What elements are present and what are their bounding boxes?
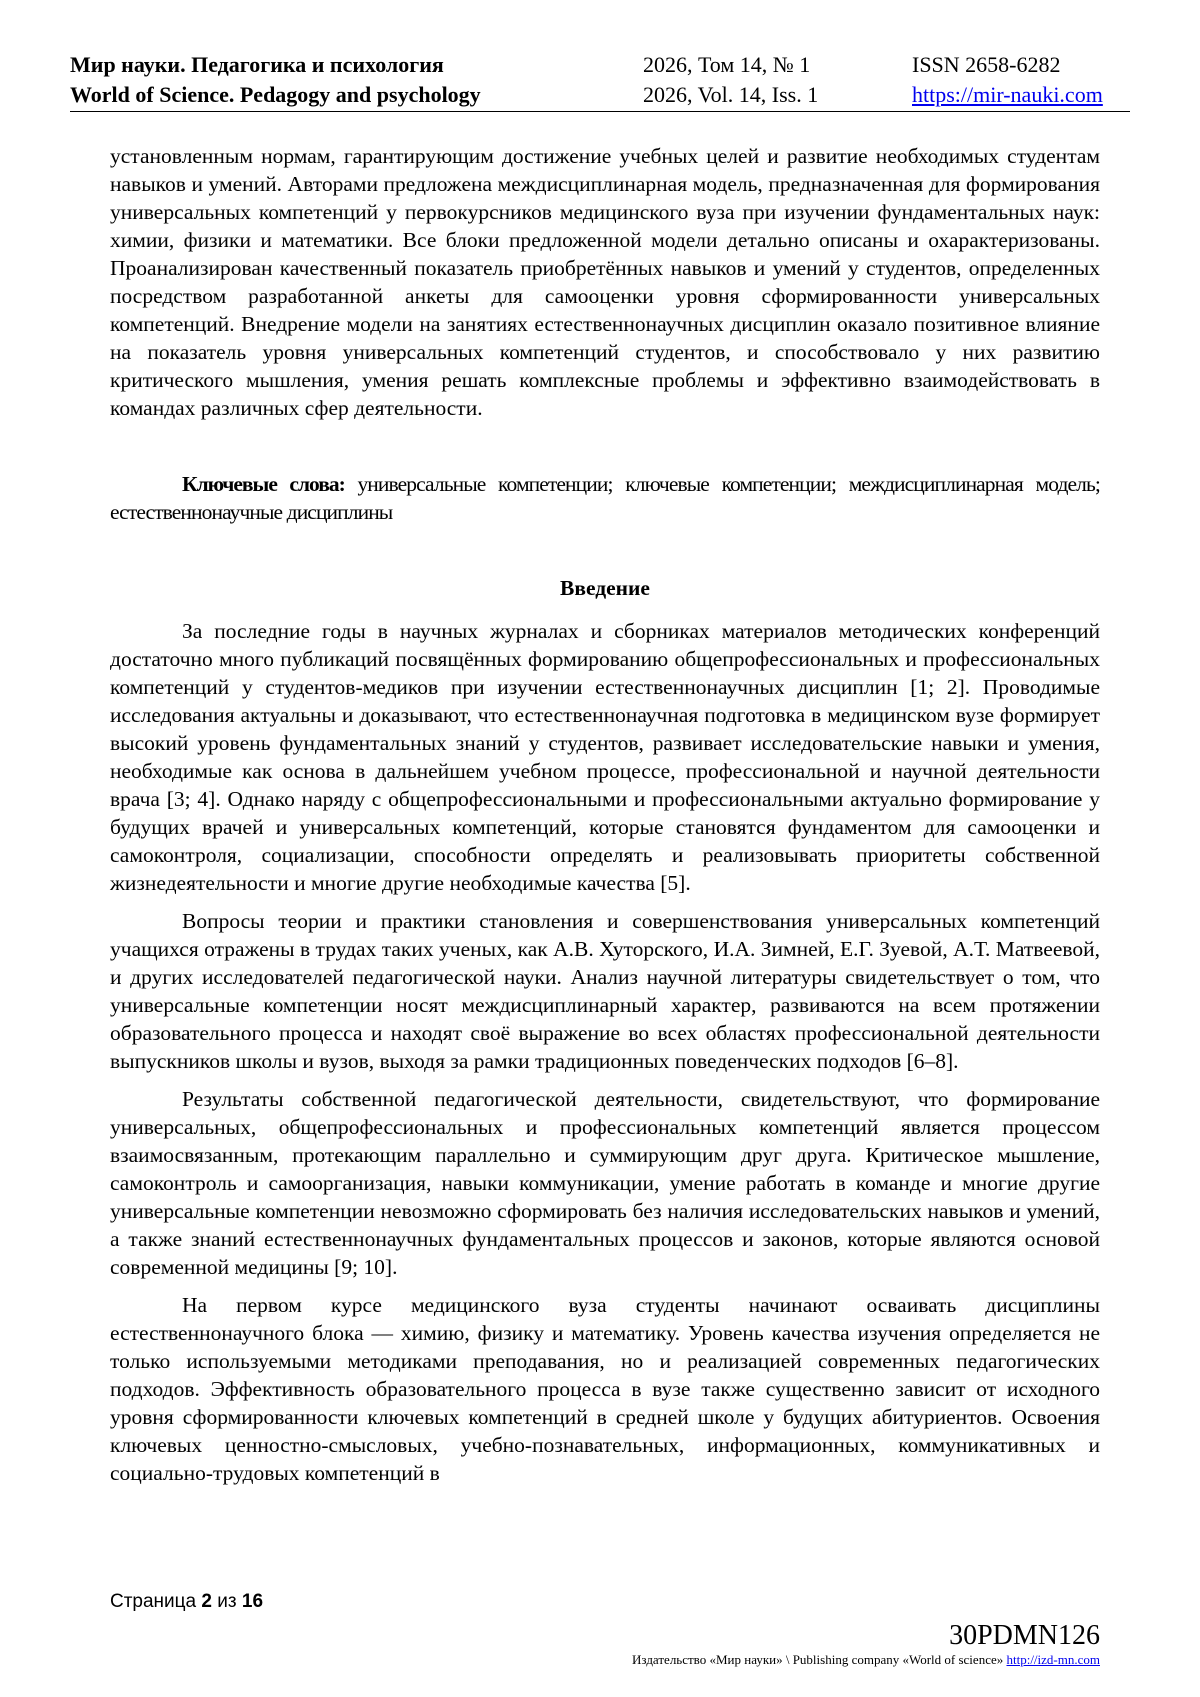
section-title: Введение: [560, 576, 650, 600]
publisher-line: [632, 1652, 1100, 1668]
abstract-paragraph: установленным нормам, гарантирующим достижение учебных целей и развитие необходимых студентам навыков и умений. Авторами предложена междисциплинарная модель, предназначенная для формирования универсальных компетенций у первокурсников медицинского вуза при изучении фундаментальных наук: химии, физики и математики. Все блоки предложенной модели детально описаны и охарактеризованы. Проанализирован качественный показатель приобретённых навыков и умений у студентов, определенных посредством разработанной анкеты для самооценки уровня сформированности универсальных компетенций. Внедрение модели на занятиях естественнонаучных дисциплин оказало позитивное влияние на показатель уровня универсальных компетенций студентов, и способствовало у них развитию критического мышления, умения решать комплексные проблемы и эффективно взаимодействовать в командах различных сфер деятельности.: [110, 144, 1100, 420]
journal-title-ru: Мир науки. Педагогика и психология: [70, 52, 444, 77]
publisher-url-link[interactable]: http://izd-mn.com: [1006, 1652, 1100, 1667]
issue-ru: 2026, Том 14, № 1: [643, 52, 811, 77]
journal-title-en: World of Science. Pedagogy and psychology: [70, 82, 481, 107]
issue-en: 2026, Vol. 14, Iss. 1: [643, 82, 819, 107]
page-number: [110, 1590, 263, 1614]
body-paragraph: Результаты собственной педагогической деятельности, свидетельствуют, что формирование универсальных, общепрофессиональных и профессиональных компетенций является процессом взаимосвязанным, протекающим параллельно и суммирующим друг друга. Критическое мышление, самоконтроль и самоорганизация, навыки коммуникации, умение работать в команде и многие другие универсальные компетенции невозможно сформировать без наличия исследовательских навыков и умений, а также знаний естественнонаучных фундаментальных процессов и законов, которые являются основой современной медицины [9; 10].: [110, 1087, 1100, 1279]
page-prefix: Страница: [110, 1591, 197, 1612]
journal-url-link[interactable]: https://mir-nauki.com: [912, 82, 1103, 107]
issn-block: [912, 50, 1103, 110]
journal-title: [70, 50, 481, 110]
page-sep: из: [217, 1591, 237, 1612]
article-code: 30PDMN126: [949, 1620, 1100, 1651]
issue-info: [643, 50, 818, 110]
body-paragraph: За последние годы в научных журналах и сборниках материалов методических конференций достаточно много публикаций посвящённых формированию общепрофессиональных и профессиональных компетенций у студентов-медиков при изучении естественнонаучных дисциплин [1; 2]. Проводимые исследования актуальны и доказывают, что естественнонаучная подготовка в медицинском вузе формирует высокий уровень фундаментальных знаний у студентов, развивает исследовательские навыки и умения, необходимые как основа в дальнейшем учебном процессе, профессиональной и научной деятельности врача [3; 4]. Однако наряду с общепрофессиональными и профессиональными актуально формирование у будущих врачей и универсальных компетенций, которые становятся фундаментом для самооценки и самоконтроля, социализации, способности определять и реализовывать приоритеты собственной жизнедеятельности и многие другие необходимые качества [5].: [110, 619, 1100, 895]
page-header: [70, 50, 1130, 112]
page-total: 16: [241, 1591, 264, 1612]
keywords: [110, 470, 1100, 526]
page-current: 2: [201, 1591, 212, 1612]
body-paragraph: Вопросы теории и практики становления и совершенствования универсальных компетенций учащихся отражены в трудах таких ученых, как А.В. Хуторского, И.А. Зимней, Е.Г. Зуевой, А.Т. Матвеевой, и других исследователей педагогической науки. Анализ научной литературы свидетельствует о том, что универсальные компетенции носят междисциплинарный характер, развиваются на всем протяжении образовательного процесса и находят своё выражение во всех областях профессиональной деятельности выпускников школы и вузов, выходя за рамки традиционных поведенческих подходов [6–8].: [110, 909, 1100, 1073]
body-paragraph: На первом курсе медицинского вуза студенты начинают осваивать дисциплины естественнонаучного блока — химию, физику и математику. Уровень качества изучения определяется не только используемыми методиками преподавания, но и реализацией современных педагогических подходов. Эффективность образовательного процесса в вузе также существенно зависит от исходного уровня сформированности ключевых компетенций в средней школе у будущих абитуриентов. Освоения ключевых ценностно-смысловых, учебно-познавательных, информационных, коммуникативных и социально-трудовых компетенций в: [110, 1293, 1100, 1485]
article-body: [110, 617, 1100, 1497]
keywords-text: универсальные компетенции; ключевые компетенции; междисциплинарная модель; естественнонаучные дисциплины: [110, 472, 1100, 524]
abstract-tail: [110, 142, 1100, 422]
issn: ISSN 2658-6282: [912, 52, 1061, 77]
keywords-label: Ключевые слова:: [182, 472, 345, 496]
publisher-text: Издательство «Мир науки» \ Publishing company «World of science»: [632, 1652, 1004, 1667]
